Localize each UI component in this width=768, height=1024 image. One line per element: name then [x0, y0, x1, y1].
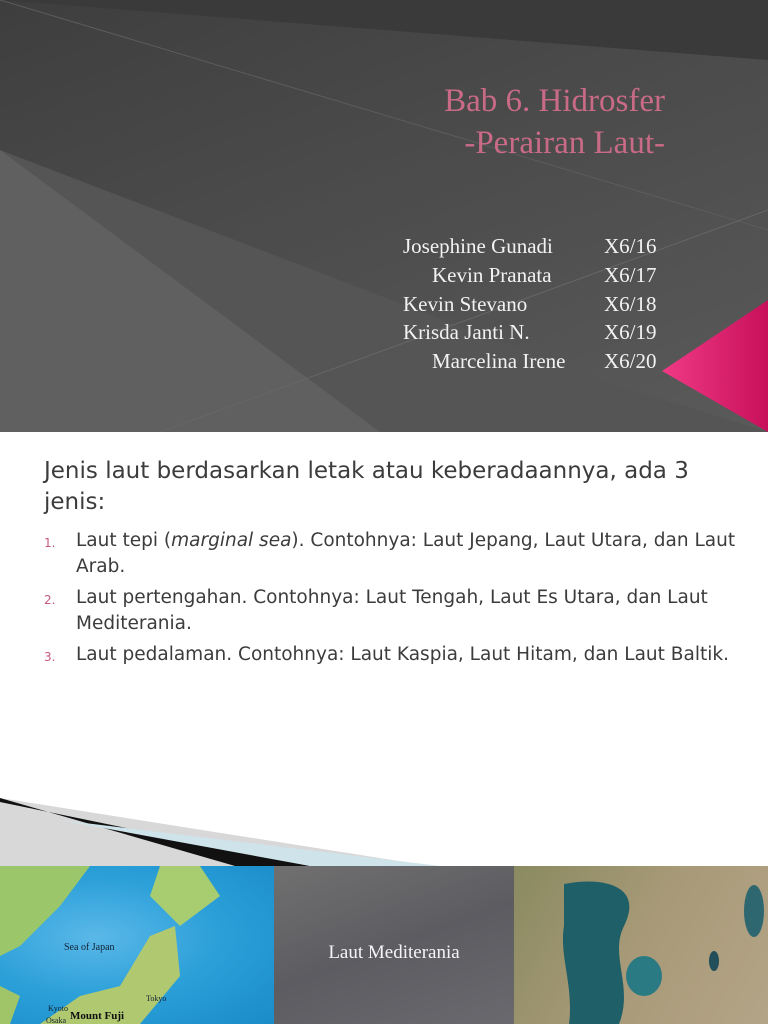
- list-number: 2.: [44, 593, 56, 607]
- member-class: X6/18: [604, 292, 657, 316]
- caspian-satellite-image: [514, 866, 768, 1024]
- slide-title: [444, 80, 665, 164]
- member-class: X6/19: [604, 320, 657, 344]
- list-number: 1.: [44, 536, 56, 550]
- title-line-1: Bab 6. Hidrosfer: [444, 83, 665, 119]
- sea-types-list: [44, 528, 744, 673]
- japan-map-image: [0, 866, 274, 1024]
- member-name: Josephine Gunadi: [403, 234, 553, 258]
- member-class: X6/16: [604, 234, 657, 258]
- member-name: Kevin Stevano: [403, 292, 528, 316]
- list-number: 3.: [44, 650, 56, 664]
- item-text: Laut tepi (: [76, 530, 172, 551]
- member-name: Marcelina Irene: [432, 349, 566, 373]
- item-text: Laut pertengahan. Contohnya: Laut Tengah, Laut Es Utara, dan Laut Mediterania.: [76, 587, 708, 634]
- member-class: X6/17: [604, 263, 657, 287]
- item-text: Laut pedalaman. Contohnya: Laut Kaspia, Laut Hitam, dan Laut Baltik.: [76, 644, 729, 665]
- member-name: Kevin Pranata: [432, 263, 552, 287]
- title-line-2: -Perairan Laut-: [464, 125, 665, 161]
- decorative-swoosh: [0, 792, 768, 866]
- member-class: X6/20: [604, 349, 657, 373]
- content-slide: [0, 432, 768, 866]
- map-label-kyoto: Kyoto: [48, 1004, 68, 1013]
- map-label-osaka: Osaka: [46, 1016, 66, 1024]
- title-slide: [0, 0, 768, 432]
- map-label-tokyo: Tokyo: [146, 994, 167, 1003]
- map-label-fuji: Mount Fuji: [70, 1010, 125, 1022]
- list-item: [44, 528, 744, 580]
- item-text: ). Contohnya: Laut Jepang, Laut Utara, dan Laut Arab.: [76, 530, 736, 577]
- item-emphasis: marginal sea: [171, 530, 292, 551]
- list-item: [44, 642, 744, 668]
- member-name: Krisda Janti N.: [403, 320, 530, 344]
- caption-text: Laut Mediterania: [328, 942, 460, 963]
- mediterania-caption-slide: [274, 866, 514, 1024]
- image-strip: [0, 866, 768, 1024]
- slide-heading: Jenis laut berdasarkan letak atau keberadaannya, ada 3 jenis:: [44, 458, 689, 515]
- list-item: [44, 585, 744, 637]
- map-label-sea: Sea of Japan: [64, 942, 115, 953]
